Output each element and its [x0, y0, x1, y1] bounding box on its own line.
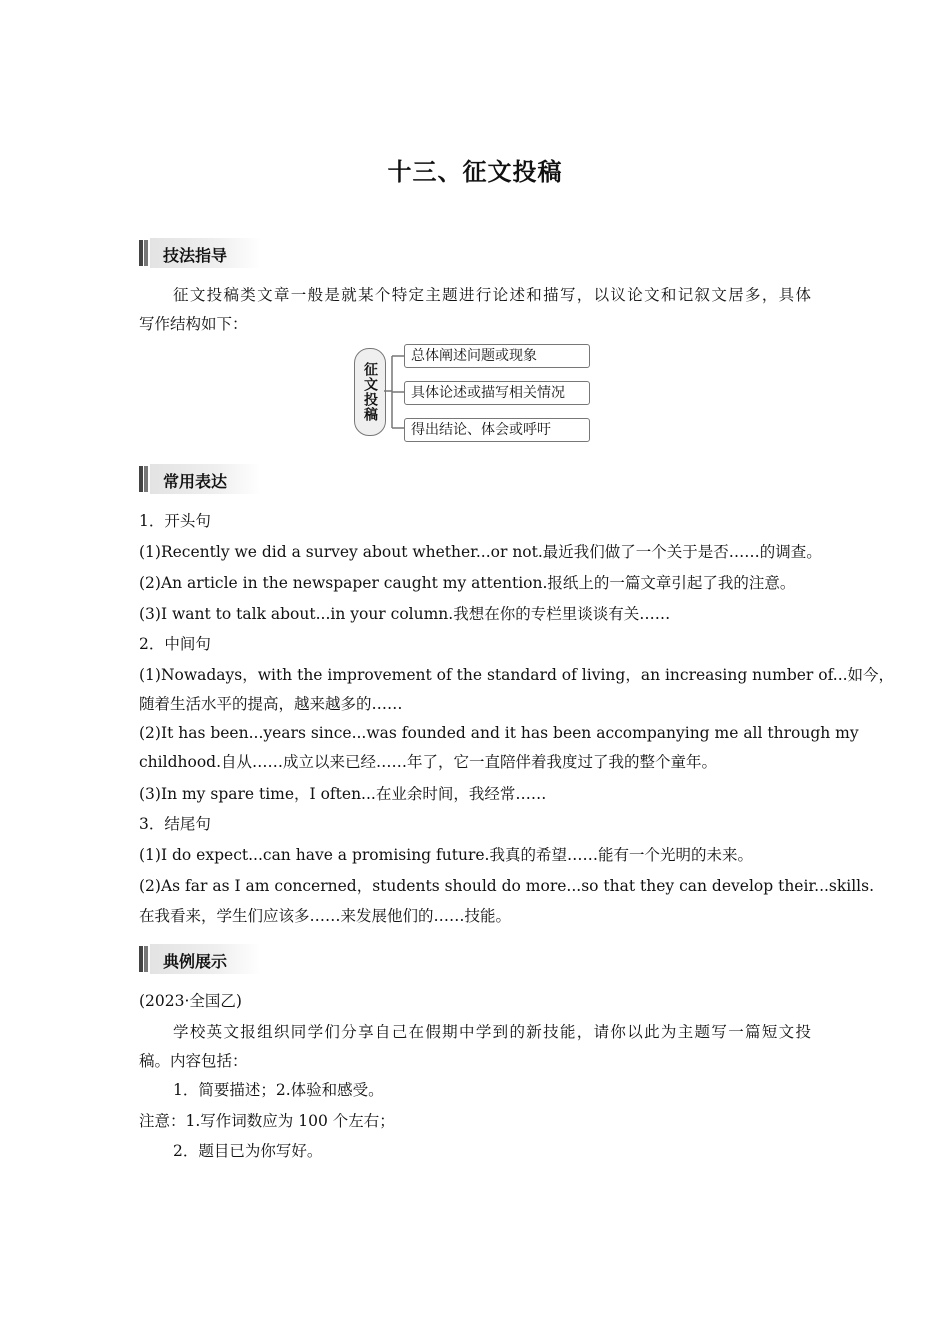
intro-line-1: 征文投稿类文章一般是就某个特定主题进行论述和描写，以议论文和记叙文居多，具体 [173, 286, 811, 304]
ending-sentence-2-line-2: 在我看来，学生们应该多……来发展他们的……技能。 [139, 907, 512, 925]
heading-bar [139, 946, 148, 972]
mindmap-branch-3: 得出结论、体会或呼吁 [404, 418, 590, 442]
middle-heading: 2．中间句 [139, 635, 211, 653]
mindmap-branch-1: 总体阐述问题或现象 [404, 344, 590, 368]
section-heading-technique [139, 236, 261, 270]
middle-sentence-1-line-2: 随着生活水平的提高，越来越多的…… [139, 695, 403, 713]
mindmap-root-label: 征文投稿 [362, 362, 378, 422]
opening-sentence-1: (1)Recently we did a survey about whether...or not.最近我们做了一个关于是否……的调查。 [139, 543, 822, 561]
ending-sentence-1: (1)I do expect...can have a promising future.我真的希望……能有一个光明的未来。 [139, 846, 753, 864]
middle-sentence-3: (3)In my spare time，I often...在业余时间，我经常…… [139, 785, 547, 803]
mindmap-connectors [384, 344, 406, 440]
opening-sentence-2: (2)An article in the newspaper caught my attention.报纸上的一篇文章引起了我的注意。 [139, 574, 796, 592]
heading-label: 技法指导 [163, 246, 228, 265]
middle-sentence-1-line-1: (1)Nowadays，with the improvement of the standard of living，an increasing number of...如今， [139, 666, 895, 684]
middle-sentence-2-line-2: childhood.自从……成立以来已经……年了，它一直陪伴着我度过了我的整个童年。 [139, 753, 717, 771]
example-task-line-1: 学校英文报组织同学们分享自己在假期中学到的新技能，请你以此为主题写一篇短文投 [173, 1023, 811, 1041]
heading-label: 典例展示 [163, 952, 228, 971]
intro-line-2: 写作结构如下： [139, 315, 248, 333]
section-heading-example [139, 942, 261, 976]
section-heading-expressions [139, 462, 261, 496]
middle-sentence-2-line-1: (2)It has been...years since...was founded and it has been accompanying me all through my [139, 724, 859, 742]
heading-bar [139, 240, 148, 266]
heading-bar [139, 466, 148, 492]
opening-sentence-3: (3)I want to talk about...in your column.我想在你的专栏里谈谈有关…… [139, 605, 671, 623]
ending-sentence-2-line-1: (2)As far as I am concerned，students should do more...so that they can develop their...skills. [139, 877, 875, 895]
example-task-line-2: 稿。内容包括： [139, 1052, 248, 1070]
example-note-2: 2．题目已为你写好。 [173, 1142, 323, 1160]
example-source: (2023·全国乙) [139, 992, 242, 1010]
opening-heading: 1．开头句 [139, 512, 211, 530]
heading-label: 常用表达 [163, 472, 228, 491]
example-content: 1．简要描述；2.体验和感受。 [173, 1081, 384, 1099]
example-note-1: 注意：1.写作词数应为 100 个左右； [139, 1112, 395, 1130]
ending-heading: 3．结尾句 [139, 815, 211, 833]
page-title: 十三、征文投稿 [387, 158, 563, 186]
mindmap-root [354, 348, 386, 436]
mindmap-branch-2: 具体论述或描写相关情况 [404, 381, 590, 405]
